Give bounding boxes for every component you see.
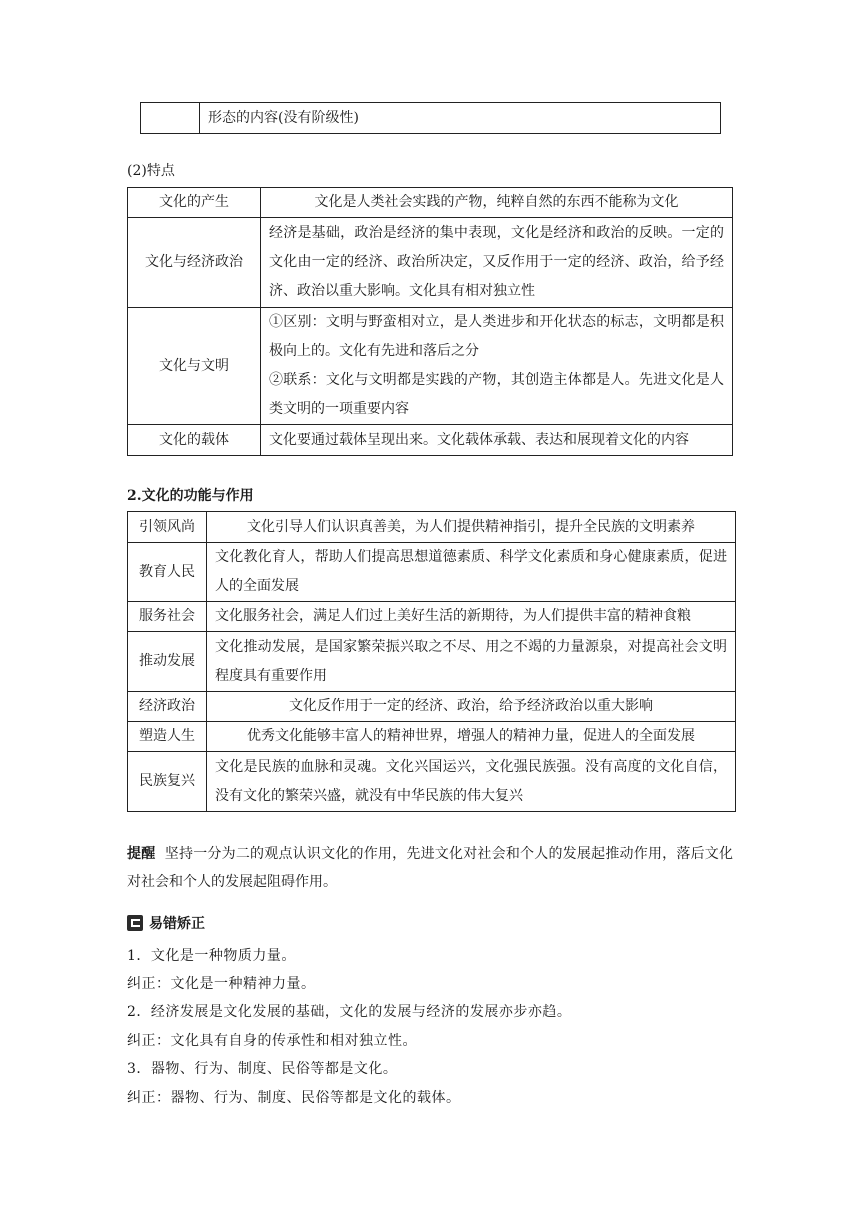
row-label: 推动发展 <box>128 632 207 692</box>
row-label: 民族复兴 <box>128 752 207 812</box>
row-label: 文化的载体 <box>128 425 261 456</box>
row-label: 教育人民 <box>128 543 207 602</box>
row-content: 文化是民族的血脉和灵魂。文化兴国运兴，文化强民族强。没有高度的文化自信，没有文化的繁荣兴盛，就没有中华民族的伟大复兴 <box>207 752 736 812</box>
content-line: ②联系：文化与文明都是实践的产物，其创造主体都是人。先进文化是人类文明的一项重要内容 <box>269 372 724 417</box>
error-correction: 纠正：文化具有自身的传承性和相对独立性。 <box>127 1033 417 1049</box>
table-row <box>128 512 736 543</box>
table-row <box>128 188 733 218</box>
row-content: 文化教化育人，帮助人们提高思想道德素质、科学文化素质和身心健康素质，促进人的全面发展 <box>207 543 736 602</box>
row-content: 文化反作用于一定的经济、政治，给予经济政治以重大影响 <box>207 692 736 722</box>
section-heading-features: (2)特点 <box>127 163 175 179</box>
error-statement: 2．经济发展是文化发展的基础，文化的发展与经济的发展亦步亦趋。 <box>127 1004 572 1020</box>
continuation-table <box>140 102 721 134</box>
table-row <box>128 425 733 456</box>
table-row <box>128 543 736 602</box>
error-correction: 纠正：器物、行为、制度、民俗等都是文化的载体。 <box>127 1090 461 1106</box>
section-heading-functions: 2.文化的功能与作用 <box>127 488 254 504</box>
table-row <box>128 692 736 722</box>
row-label: 引领风尚 <box>128 512 207 543</box>
tip-paragraph <box>127 840 733 896</box>
error-correction: 纠正：文化是一种精神力量。 <box>127 976 316 992</box>
row-content: 文化服务社会，满足人们过上美好生活的新期待，为人们提供丰富的精神食粮 <box>207 602 736 632</box>
table-row <box>128 722 736 752</box>
table-row <box>128 218 733 308</box>
error-statement: 1．文化是一种物质力量。 <box>127 948 296 964</box>
row-label: 文化的产生 <box>128 188 261 218</box>
row-content: 文化推动发展，是国家繁荣振兴取之不尽、用之不竭的力量源泉，对提高社会文明程度具有重要作用 <box>207 632 736 692</box>
table-row <box>128 752 736 812</box>
row-content <box>261 308 733 425</box>
row-label: 服务社会 <box>128 602 207 632</box>
tip-lead: 提醒 <box>127 846 156 862</box>
content-line: ①区别：文明与野蛮相对立，是人类进步和开化状态的标志，文明都是积极向上的。文化有先进和落后之分 <box>269 314 724 359</box>
correction-icon <box>127 915 143 931</box>
table-row <box>141 103 721 134</box>
table-cell-label <box>141 103 200 134</box>
tip-text: 坚持一分为二的观点认识文化的作用，先进文化对社会和个人的发展起推动作用，落后文化对社会和个人的发展起阻碍作用。 <box>127 846 734 890</box>
functions-table <box>127 511 736 812</box>
row-content: 优秀文化能够丰富人的精神世界，增强人的精神力量，促进人的全面发展 <box>207 722 736 752</box>
table-row <box>128 308 733 425</box>
table-row <box>128 632 736 692</box>
features-table <box>127 187 733 456</box>
row-label: 文化与经济政治 <box>128 218 261 308</box>
error-statement: 3．器物、行为、制度、民俗等都是文化。 <box>127 1061 398 1077</box>
row-label: 文化与文明 <box>128 308 261 425</box>
table-row <box>128 602 736 632</box>
row-label: 塑造人生 <box>128 722 207 752</box>
error-title-text: 易错矫正 <box>149 916 205 932</box>
row-content: 文化要通过载体呈现出来。文化载体承载、表达和展现着文化的内容 <box>261 425 733 456</box>
row-label: 经济政治 <box>128 692 207 722</box>
row-content: 经济是基础，政治是经济的集中表现，文化是经济和政治的反映。一定的文化由一定的经济、政治所决定，又反作用于一定的经济、政治，给予经济、政治以重大影响。文化具有相对独立性 <box>261 218 733 308</box>
row-content: 文化引导人们认识真善美，为人们提供精神指引，提升全民族的文明素养 <box>207 512 736 543</box>
row-content: 文化是人类社会实践的产物，纯粹自然的东西不能称为文化 <box>261 188 733 218</box>
table-cell-content: 形态的内容(没有阶级性) <box>200 103 721 134</box>
error-correction-title <box>127 913 205 933</box>
